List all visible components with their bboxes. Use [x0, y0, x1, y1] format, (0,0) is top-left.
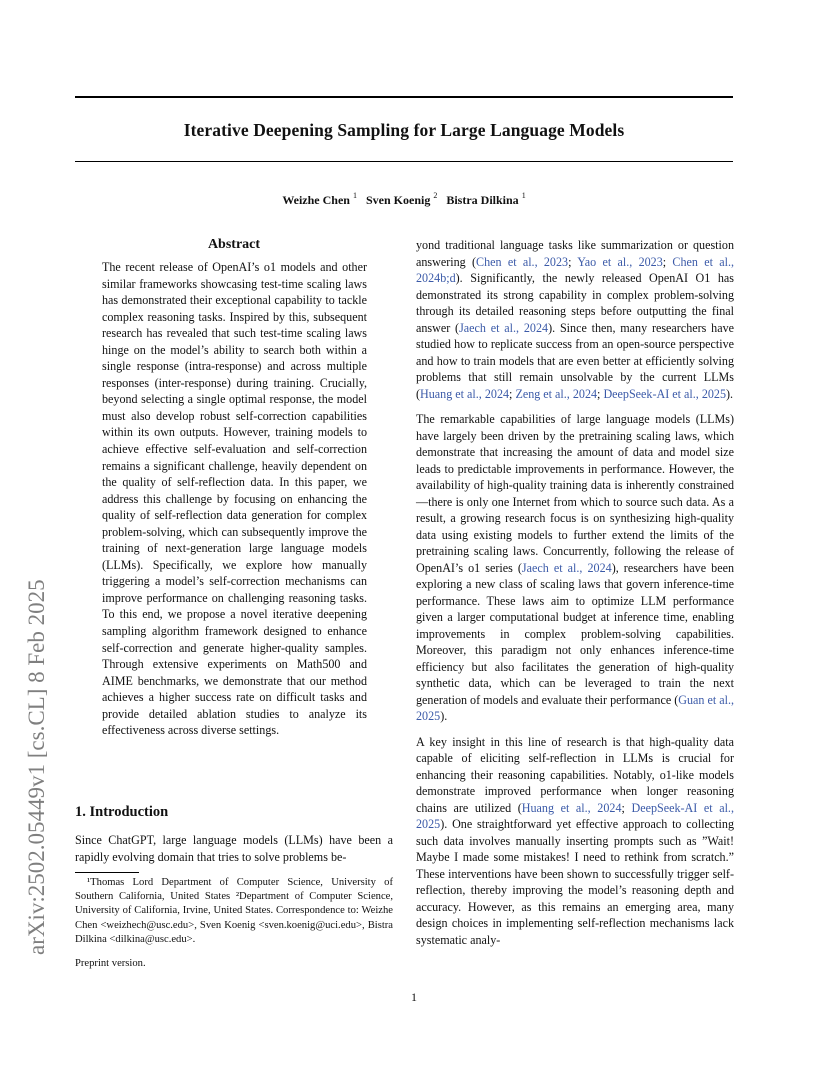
affiliation-footnote: ¹Thomas Lord Department of Computer Science, University of Southern California, United States ²Department of Computer Science, University of California, Irvine, United States. Correspondence to: Weizhe Chen <weizhech@usc.edu>, Sven Koenig <sven.koenig@uci.edu>, Bistra Dilkina <dilkina@usc.edu>.: [75, 877, 393, 945]
body-text: A key insight in this line of research is that high-quality data capable of eliciting self-reflection in LLMs is crucial for enhancing their reasoning capabilities. Notably, o1-like models demonstrate improved performance when longer reasoning chains are utilized (: [416, 734, 734, 815]
author-affiliation: 1: [352, 191, 357, 200]
body-text: ). Significantly, the newly released OpenAI O1 has demonstrated its strong capability in complex problem-solving through its detailed reasoning steps before outputting the final answer (: [416, 271, 734, 335]
body-text: ;: [509, 386, 516, 401]
citation-link[interactable]: Chen et al., 2024b;d: [416, 254, 734, 285]
author-name: Bistra Dilkina: [446, 193, 519, 207]
author-name: Weizhe Chen: [282, 193, 350, 207]
paragraph: [416, 411, 734, 725]
citation-link[interactable]: Yao et al., 2023: [577, 254, 663, 269]
author-affiliation: 2: [433, 191, 438, 200]
intro-text-left: Since ChatGPT, large language models (LLMs) have been a rapidly evolving domain that tries to solve problems be-: [75, 833, 393, 864]
paragraph: [416, 237, 734, 402]
body-text: ).: [440, 709, 448, 723]
paragraph: [416, 734, 734, 949]
preprint-note: Preprint version.: [75, 958, 146, 969]
footnote-rule: [75, 872, 139, 873]
body-text: yond traditional language tasks like summarization or question answering (: [416, 238, 734, 269]
paper-title: Iterative Deepening Sampling for Large Language Models: [183, 120, 625, 140]
body-text: ), researchers have been exploring a new class of scaling laws that govern inference-time performance. These laws aim to optimize LLM performance given a larger computational budget at inference time, enabling improvements in complex problem-solving capabilities. Moreover, this paradigm not only enhances inference-time efficiency but also facilitates the generation of high-quality synthetic data, which can be leveraged to train the next generation of models and evaluate their performance (: [416, 560, 734, 707]
title-rule-top: [75, 96, 733, 98]
author-affiliation: 1: [521, 191, 526, 200]
author-list: [75, 192, 733, 208]
abstract-text: The recent release of OpenAI’s o1 models and other similar frameworks showcasing test-time scaling laws has demonstrated their exceptional capability to tackle complex reasoning tasks. Inspired by this, subsequent research has revealed that such test-time scaling laws hinge on the model’s ability to search both within a single response (intra-response) and across multiple responses (inter-response) during training. Crucially, beyond selecting a single optimal response, the model must also develop robust self-correction capabilities within its own outputs. However, training models to achieve effective self-evaluation and self-correction remains a significant challenge, heavily dependent on the quality of self-reflection data. In this paper, we address this challenge by focusing on enhancing the quality of self-reflection data generation for complex problem-solving, which can subsequently improve the training of next-generation large language models (LLMs). Specifically, we explore how manually triggering a model’s self-correction mechanisms can improve performance on challenging reasoning tasks. To this end, we propose a novel iterative deepening sampling algorithm framework designed to enhance self-correction and generate higher-quality samples. Through extensive experiments on Math500 and AIME benchmarks, we demonstrate that our method achieves a higher success rate on difficult tasks and provide detailed ablation studies to analyze its effectiveness across diverse settings.: [102, 260, 367, 738]
citation-link[interactable]: Jaech et al., 2024: [459, 320, 549, 335]
title-rule-bottom: [75, 161, 733, 162]
body-text: ;: [568, 254, 578, 269]
abstract-heading: Abstract: [207, 237, 261, 252]
citation-link[interactable]: Zeng et al., 2024: [515, 386, 598, 401]
right-column: [416, 237, 734, 957]
arxiv-stamp: arXiv:2502.05449v1 [cs.CL] 8 Feb 2025: [24, 579, 49, 955]
page-number: 1: [411, 990, 417, 1004]
citation-link[interactable]: DeepSeek-AI et al., 2025: [416, 800, 734, 831]
citation-link[interactable]: DeepSeek-AI et al., 2025: [603, 386, 727, 401]
body-text: The remarkable capabilities of large language models (LLMs) have largely been driven by the pretraining scaling laws, which demonstrate that increasing the amount of data and model size leads to predictable improvements in performance. However, the availability of high-quality training data is inherently constrained—there is only one Internet from which to source such data. As a result, a growing research focus is on synthesizing high-quality data using existing models to further extend the limits of the pretraining scaling laws. Concurrently, following the release of OpenAI’s o1 series (: [416, 412, 734, 575]
body-text: ;: [597, 386, 604, 401]
body-text: ).: [726, 386, 734, 401]
body-text: ). Since then, many researchers have studied how to replicate success from an open-source perspective and how to train models that are even better at efficiently solving problems that still remain unsolvable by the current LLMs (: [416, 320, 734, 401]
citation-link[interactable]: Chen et al., 2023: [476, 254, 569, 269]
author-name: Sven Koenig: [365, 193, 431, 207]
section-heading-introduction: 1. Introduction: [75, 804, 169, 820]
citation-link[interactable]: Jaech et al., 2024: [521, 560, 612, 575]
body-text: ). One straightforward yet effective approach to collecting such data involves manually inserting prompts such as ”Wait! Maybe I made some mistakes! I need to rethink from scratch.” These interventions have been shown to successfully trigger self-reflection, thereby improving the model’s reasoning depth and accuracy. However, as this remains an emerging area, many design choices in implementing self-reflection mechanisms lack systematic analy-: [416, 817, 734, 947]
citation-link[interactable]: Huang et al., 2024: [420, 386, 510, 401]
citation-link[interactable]: Huang et al., 2024: [521, 800, 622, 815]
body-text: ;: [662, 254, 673, 269]
body-text: ;: [621, 800, 632, 815]
citation-link[interactable]: Guan et al., 2025: [416, 692, 734, 723]
